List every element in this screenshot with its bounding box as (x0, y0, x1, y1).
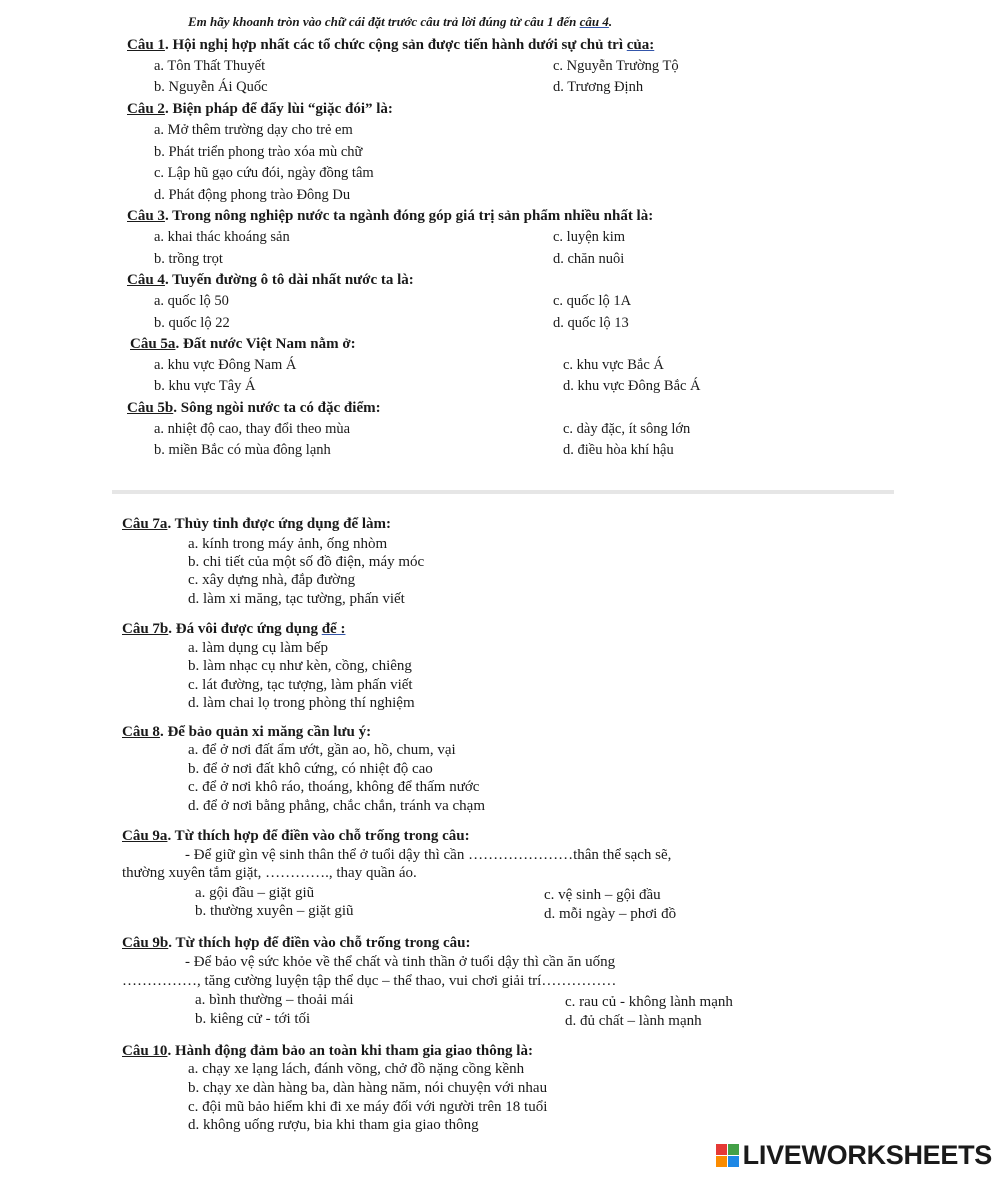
question-1-title: Câu 1. Hội nghị hợp nhất các tổ chức cộng sản được tiến hành dưới sự chủ trì của: (127, 37, 655, 53)
q9a-option-a[interactable]: a. gội đầu – giặt giũ (195, 885, 315, 901)
q5b-option-a[interactable]: a. nhiệt độ cao, thay đổi theo mùa (154, 421, 351, 437)
q3-option-b[interactable]: b. trồng trọt (154, 251, 223, 267)
q7a-option-a[interactable]: a. kính trong máy ảnh, ống nhòm (188, 536, 388, 552)
q5a-option-d[interactable]: d. khu vực Đông Bắc Á (563, 378, 701, 394)
q1-option-c[interactable]: c. Nguyễn Trường Tộ (553, 58, 679, 74)
q5b-option-d[interactable]: d. điều hòa khí hậu (563, 442, 674, 458)
question-7a-title: Câu 7a. Thủy tinh được ứng dụng để làm: (122, 516, 392, 532)
q9a-sentence-line-2: thường xuyên tắm giặt, …………., thay quần áo. (122, 865, 417, 881)
q9b-option-c[interactable]: c. rau củ - không lành mạnh (565, 994, 733, 1010)
q7b-option-c[interactable]: c. lát đường, tạc tượng, làm phấn viết (188, 677, 413, 693)
question-8-title: Câu 8. Để bảo quản xi măng cần lưu ý: (122, 724, 372, 740)
q8-option-c[interactable]: c. để ở nơi khô ráo, thoáng, không để thấm nước (188, 779, 480, 795)
logo-square (728, 1144, 739, 1155)
q8-option-a[interactable]: a. để ở nơi đất ẩm ướt, gần ao, hồ, chum, vại (188, 742, 456, 758)
question-2-title: Câu 2. Biện pháp để đẩy lùi “giặc đói” là: (127, 101, 393, 117)
q9b-option-b[interactable]: b. kiêng cử - tới tối (195, 1011, 311, 1027)
q4-option-c[interactable]: c. quốc lộ 1A (553, 293, 632, 309)
liveworksheets-logo-icon (716, 1144, 739, 1167)
q2-option-d[interactable]: d. Phát động phong trào Đông Du (154, 187, 351, 203)
q10-option-d[interactable]: d. không uống rượu, bia khi tham gia giao thông (188, 1117, 479, 1133)
q5a-option-c[interactable]: c. khu vực Bắc Á (563, 357, 664, 373)
q8-option-d[interactable]: d. để ở nơi bằng phẳng, chắc chắn, tránh va chạm (188, 798, 486, 814)
q8-option-b[interactable]: b. để ở nơi đất khô cứng, có nhiệt độ cao (188, 761, 433, 777)
question-3-title: Câu 3. Trong nông nghiệp nước ta ngành đóng góp giá trị sản phẩm nhiều nhất là: (127, 208, 654, 224)
q10-option-a[interactable]: a. chạy xe lạng lách, đánh võng, chở đồ nặng cồng kềnh (188, 1061, 525, 1077)
question-10-title: Câu 10. Hành động đảm bảo an toàn khi tham gia giao thông là: (122, 1043, 533, 1059)
q4-option-a[interactable]: a. quốc lộ 50 (154, 293, 229, 309)
q5b-option-b[interactable]: b. miền Bắc có mùa đông lạnh (154, 442, 331, 458)
q10-option-b[interactable]: b. chạy xe dàn hàng ba, dàn hàng năm, nói chuyện với nhau (188, 1080, 548, 1096)
q2-option-a[interactable]: a. Mở thêm trường dạy cho trẻ em (154, 122, 353, 138)
q7a-option-b[interactable]: b. chi tiết của một số đồ điện, máy móc (188, 554, 425, 570)
liveworksheets-logo (716, 1140, 992, 1171)
question-4-title: Câu 4. Tuyến đường ô tô dài nhất nước ta là: (127, 272, 414, 288)
logo-text: LIVEWORKSHEETS (742, 1140, 992, 1170)
q3-option-a[interactable]: a. khai thác khoáng sản (154, 229, 290, 245)
q5a-option-a[interactable]: a. khu vực Đông Nam Á (154, 357, 297, 373)
q9b-option-a[interactable]: a. bình thường – thoải mái (195, 992, 354, 1008)
question-7b-title: Câu 7b. Đá vôi được ứng dụng để : (122, 621, 346, 637)
q3-option-c[interactable]: c. luyện kim (553, 229, 626, 245)
q1-option-b[interactable]: b. Nguyễn Ái Quốc (154, 79, 268, 95)
q2-option-b[interactable]: b. Phát triển phong trào xóa mù chữ (154, 144, 363, 160)
instruction: Em hãy khoanh tròn vào chữ cái đặt trước câu trả lời đúng từ câu 1 đến câu 4. (188, 14, 613, 29)
question-9a-title: Câu 9a. Từ thích hợp để điền vào chỗ trống trong câu: (122, 828, 470, 844)
q9a-sentence-line-1: - Để giữ gìn vệ sinh thân thể ở tuổi dậy thì cần …………………thân thể sạch sẽ, (185, 847, 672, 863)
q9a-option-c[interactable]: c. vệ sinh – gội đầu (544, 887, 661, 903)
q4-option-d[interactable]: d. quốc lộ 13 (553, 315, 629, 331)
logo-square (728, 1156, 739, 1167)
q5a-option-b[interactable]: b. khu vực Tây Á (154, 378, 256, 394)
q1-option-d[interactable]: d. Trương Định (553, 79, 644, 95)
q3-option-d[interactable]: d. chăn nuôi (553, 251, 625, 267)
q1-option-a[interactable]: a. Tôn Thất Thuyết (154, 58, 266, 74)
q9b-option-d[interactable]: d. đủ chất – lành mạnh (565, 1013, 702, 1029)
q7a-option-d[interactable]: d. làm xi măng, tạc tường, phấn viết (188, 591, 405, 607)
q9a-option-d[interactable]: d. mỗi ngày – phơi đồ (544, 906, 677, 922)
q7b-option-a[interactable]: a. làm dụng cụ làm bếp (188, 640, 328, 656)
q9a-option-b[interactable]: b. thường xuyên – giặt giũ (195, 903, 354, 919)
question-5b-title: Câu 5b. Sông ngòi nước ta có đặc điểm: (127, 400, 381, 416)
question-5a-title: Câu 5a. Đất nước Việt Nam nằm ở: (130, 336, 356, 352)
q7b-option-b[interactable]: b. làm nhạc cụ như kèn, cồng, chiêng (188, 658, 412, 674)
q2-option-c[interactable]: c. Lập hũ gạo cứu đói, ngày đồng tâm (154, 165, 374, 181)
q9b-sentence-line-2: ……………, tăng cường luyện tập thể dục – thể thao, vui chơi giải trí…………… (122, 973, 617, 989)
q9b-sentence-line-1: - Để bảo vệ sức khỏe về thể chất và tinh thần ở tuổi dậy thì cần ăn uống (185, 954, 616, 970)
question-9b-title: Câu 9b. Từ thích hợp để điền vào chỗ trống trong câu: (122, 935, 471, 951)
q7a-option-c[interactable]: c. xây dựng nhà, đắp đường (188, 572, 356, 588)
q5b-option-c[interactable]: c. dày đặc, ít sông lớn (563, 421, 691, 437)
q7b-option-d[interactable]: d. làm chai lọ trong phòng thí nghiệm (188, 695, 415, 711)
logo-square (716, 1144, 727, 1155)
page-divider (112, 490, 894, 494)
logo-square (716, 1156, 727, 1167)
q10-option-c[interactable]: c. đội mũ bảo hiểm khi đi xe máy đối với người trên 18 tuổi (188, 1099, 548, 1115)
q4-option-b[interactable]: b. quốc lộ 22 (154, 315, 230, 331)
